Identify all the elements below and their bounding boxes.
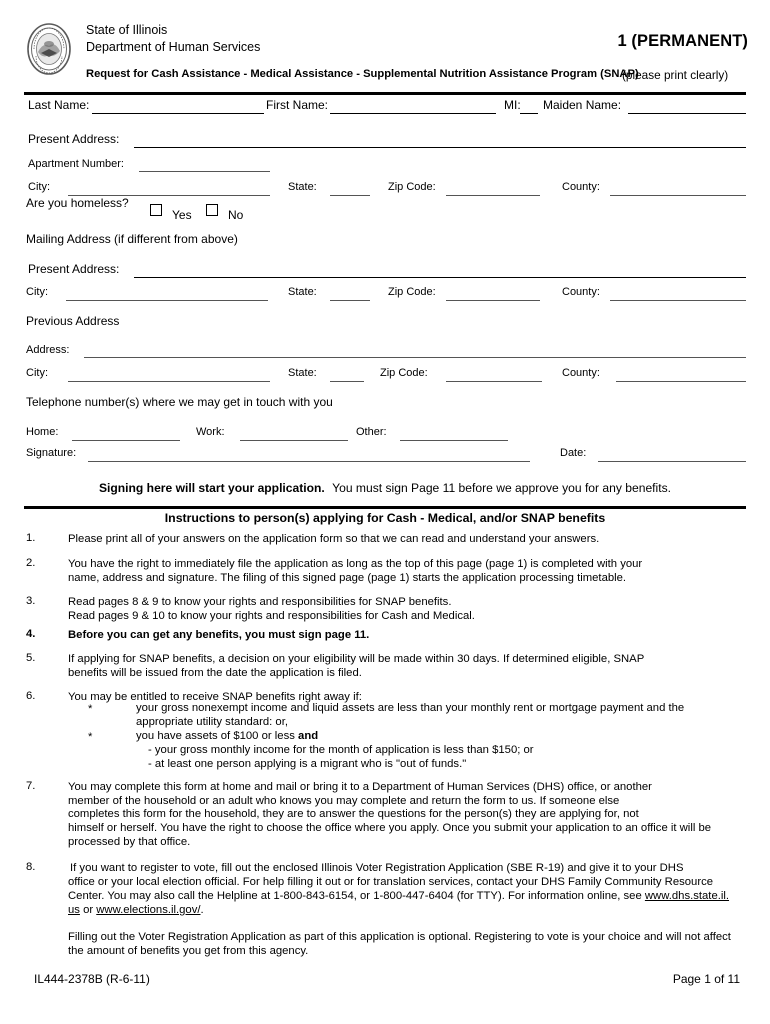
present-county-label: County:	[562, 181, 600, 193]
signature-date-input[interactable]	[598, 461, 746, 462]
instruction-bullet-marker: *	[88, 731, 93, 743]
instruction-text: Read pages 9 & 10 to know your rights and responsibilities for Cash and Medical.	[68, 610, 475, 622]
illinois-state-seal-icon	[26, 22, 72, 76]
last-name-input[interactable]	[92, 113, 264, 114]
instruction-text: office or your local election official. For help filling it out or for translation services, contact your DHS Family Community Resource	[68, 876, 714, 888]
instruction-number: 8.	[26, 861, 36, 873]
agency-state-line: State of Illinois	[86, 23, 168, 37]
header-divider-rule	[24, 92, 746, 95]
mailing-city-label: City:	[26, 286, 48, 298]
instruction-number: 7.	[26, 780, 36, 792]
present-zip-input[interactable]	[446, 195, 540, 196]
signature-label: Signature:	[26, 447, 77, 459]
instruction-number: 5.	[26, 652, 36, 664]
mailing-county-input[interactable]	[610, 300, 746, 301]
previous-county-label: County:	[562, 367, 600, 379]
instruction-bullet-marker: *	[88, 703, 93, 715]
present-zip-label: Zip Code:	[388, 181, 436, 193]
other-phone-input[interactable]	[400, 440, 508, 441]
instruction-text: If you want to register to vote, fill out the enclosed Illinois Voter Registration Application (SBE R-19) and give it to your DHS	[70, 862, 684, 874]
present-city-label: City:	[28, 181, 50, 193]
instructions-divider-rule	[24, 506, 746, 509]
other-phone-label: Other:	[356, 426, 387, 438]
maiden-name-input[interactable]	[628, 113, 746, 114]
maiden-name-label: Maiden Name:	[543, 98, 622, 112]
instruction-number: 2.	[26, 557, 36, 569]
instruction-bullet-text: you have assets of $100 or less and	[136, 730, 319, 742]
instruction-text: Before you can get any benefits, you must sign page 11.	[68, 629, 370, 641]
agency-department-line: Department of Human Services	[86, 40, 261, 54]
mailing-present-address-label: Present Address:	[28, 262, 120, 276]
telephone-heading: Telephone number(s) where we may get in touch with you	[26, 395, 333, 409]
instruction-text: himself or herself. You have the right to choose the office where you apply. Once you submit your application to an office it will be	[68, 822, 712, 834]
middle-initial-label: MI:	[504, 98, 521, 112]
instruction-text: You have the right to immediately file the application as long as the top of this page (page 1) is completed with your	[68, 558, 643, 570]
homeless-question-label: Are you homeless?	[26, 196, 129, 210]
instruction-number: 3.	[26, 595, 36, 607]
present-address-label: Present Address:	[28, 132, 120, 146]
instruction-text: us or www.elections.il.gov/.	[68, 904, 204, 916]
mailing-state-input[interactable]	[330, 300, 370, 301]
agency-identity	[86, 22, 260, 56]
instruction-text: Filling out the Voter Registration Application as part of this application is optional. Registering to vote is your choice and will not affect	[68, 931, 731, 943]
mailing-address-heading: Mailing Address (if different from above)	[26, 232, 238, 246]
previous-state-label: State:	[288, 367, 317, 379]
instruction-text: You may be entitled to receive SNAP benefits right away if:	[68, 691, 362, 703]
previous-address-label: Address:	[26, 344, 70, 356]
work-phone-input[interactable]	[240, 440, 348, 441]
middle-initial-input[interactable]	[520, 113, 538, 114]
previous-county-input[interactable]	[616, 381, 746, 382]
instruction-text: Please print all of your answers on the application form so that we can read and understand your answers.	[68, 533, 600, 545]
previous-city-input[interactable]	[68, 381, 270, 382]
previous-state-input[interactable]	[330, 381, 364, 382]
homeless-yes-checkbox[interactable]	[150, 204, 162, 216]
work-phone-label: Work:	[196, 426, 225, 438]
present-county-input[interactable]	[610, 195, 746, 196]
previous-city-label: City:	[26, 367, 48, 379]
previous-address-input[interactable]	[84, 357, 746, 358]
mailing-zip-label: Zip Code:	[388, 286, 436, 298]
apartment-number-label: Apartment Number:	[28, 158, 124, 170]
mailing-state-label: State:	[288, 286, 317, 298]
instruction-bullet-text: - at least one person applying is a migrant who is "out of funds."	[148, 758, 467, 770]
instruction-number: 6.	[26, 690, 36, 702]
instruction-text: processed by that office.	[68, 836, 191, 848]
present-address-input[interactable]	[134, 147, 746, 148]
instruction-text: member of the household or an adult who knows you may complete and return the form to us. If someone else	[68, 795, 620, 807]
signature-date-label: Date:	[560, 447, 587, 459]
home-phone-label: Home:	[26, 426, 59, 438]
signature-input[interactable]	[88, 461, 530, 462]
first-name-input[interactable]	[330, 113, 496, 114]
present-state-label: State:	[288, 181, 317, 193]
instruction-text: You may complete this form at home and mail or bring it to a Department of Human Services (DHS) office, or another	[68, 781, 652, 793]
instruction-text: completes this form for the household, they are to answer the questions for the person(s) they are applying for, not	[68, 808, 639, 820]
form-request-title: Request for Cash Assistance - Medical Assistance - Supplemental Nutrition Assistance Program (SNAP)	[86, 68, 639, 80]
previous-zip-label: Zip Code:	[380, 367, 428, 379]
first-name-label: First Name:	[266, 98, 329, 112]
last-name-label: Last Name:	[28, 98, 90, 112]
print-clearly-note: (please print clearly)	[622, 68, 729, 82]
previous-zip-input[interactable]	[446, 381, 542, 382]
instruction-text: name, address and signature. The filing of this signed page (page 1) starts the application processing timetable.	[68, 572, 627, 584]
apartment-number-input[interactable]	[139, 171, 270, 172]
signing-note-bold: Signing here will start your application.	[98, 481, 325, 495]
mailing-county-label: County:	[562, 286, 600, 298]
footer-page-number: Page 1 of 11	[672, 972, 740, 986]
instruction-text: Center. You may also call the Helpline at 1-800-843-6154, or 1-800-447-6404 (for TTY). For information online, see www.dhs.state.il.	[68, 890, 730, 902]
homeless-yes-label: Yes	[172, 208, 192, 222]
instruction-text: If applying for SNAP benefits, a decision on your eligibility will be made within 30 days. If determined eligible, SNAP	[68, 653, 645, 665]
previous-address-heading: Previous Address	[26, 314, 120, 328]
permanent-badge: 1 (PERMANENT)	[617, 32, 748, 50]
signing-note	[0, 481, 770, 495]
mailing-present-address-input[interactable]	[134, 277, 746, 278]
instruction-number: 1.	[26, 532, 36, 544]
instruction-bullet-text: - your gross monthly income for the month of application is less than $150; or	[148, 744, 534, 756]
form-header	[22, 20, 748, 88]
instruction-bullet-text: your gross nonexempt income and liquid assets are less than your monthly rent or mortgage payment and the	[136, 702, 685, 714]
mailing-zip-input[interactable]	[446, 300, 540, 301]
instructions-title: Instructions to person(s) applying for Cash - Medical, and/or SNAP benefits	[164, 511, 606, 525]
instruction-number: 4.	[26, 628, 36, 640]
instruction-text: benefits will be issued from the date the application is filed.	[68, 667, 362, 679]
instruction-text: Read pages 8 & 9 to know your rights and responsibilities for SNAP benefits.	[68, 596, 452, 608]
homeless-no-label: No	[228, 208, 244, 222]
footer-form-id: IL444-2378B (R-6-11)	[34, 972, 150, 986]
present-state-input[interactable]	[330, 195, 370, 196]
signing-note-rest: You must sign Page 11 before we approve you for any benefits.	[332, 481, 671, 495]
homeless-no-checkbox[interactable]	[206, 204, 218, 216]
instruction-text: the amount of benefits you get from this agency.	[68, 945, 309, 957]
mailing-city-input[interactable]	[66, 300, 268, 301]
instruction-bullet-text: appropriate utility standard: or,	[136, 716, 288, 728]
home-phone-input[interactable]	[72, 440, 180, 441]
